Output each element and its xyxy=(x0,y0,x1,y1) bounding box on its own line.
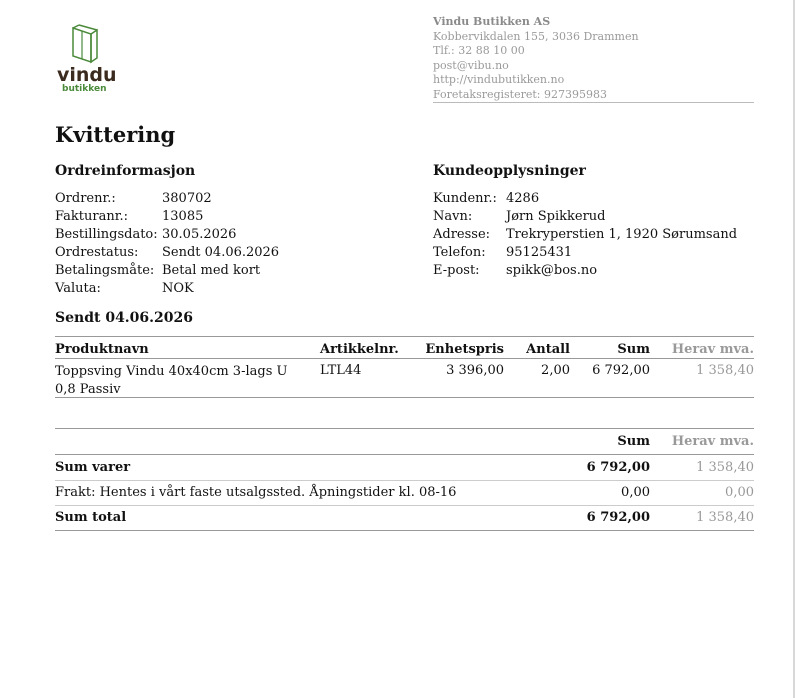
order-key: Valuta: xyxy=(55,281,101,296)
order-value: Sendt 04.06.2026 xyxy=(162,245,280,260)
order-row xyxy=(55,280,279,298)
totals-label: Sum total xyxy=(55,510,127,525)
page-title: Kvittering xyxy=(55,122,176,147)
logo-word: vindu xyxy=(57,64,117,86)
order-value: 30.05.2026 xyxy=(162,227,237,242)
customer-key: Telefon: xyxy=(433,245,486,260)
col-sku: Artikkelnr. xyxy=(320,342,399,357)
shipment-heading: Sendt 04.06.2026 xyxy=(55,310,194,326)
table-bottom-line xyxy=(55,397,754,398)
customer-value: Trekryperstien 1, 1920 Sørumsand xyxy=(506,227,738,242)
customer-value: spikk@bos.no xyxy=(506,263,598,278)
customer-value: 95125431 xyxy=(506,245,573,260)
customer-row xyxy=(433,208,737,226)
customer-key: Adresse: xyxy=(433,227,491,242)
company-logo xyxy=(57,24,117,96)
order-heading: Ordreinformasjon xyxy=(55,163,196,179)
totals-header-line xyxy=(55,454,754,455)
customer-key: Navn: xyxy=(433,209,473,224)
totals-row-line xyxy=(55,480,754,481)
totals-sum: 6 792,00 xyxy=(586,460,650,475)
customer-value: 4286 xyxy=(506,191,540,206)
order-key: Ordrenr.: xyxy=(55,191,116,206)
totals-vat: 0,00 xyxy=(725,485,754,500)
item-unit-price: 3 396,00 xyxy=(446,363,504,378)
totals-bottom-line xyxy=(55,530,754,531)
customer-heading: Kundeopplysninger xyxy=(433,163,586,179)
customer-info xyxy=(433,190,737,280)
order-key: Bestillingsdato: xyxy=(55,227,158,242)
item-qty: 2,00 xyxy=(541,363,570,378)
table-top-line xyxy=(55,336,754,337)
company-org: Foretaksregisteret: 927395983 xyxy=(433,87,607,101)
customer-row xyxy=(433,262,737,280)
logo-sub: butikken xyxy=(62,84,107,94)
company-address: Kobbervikdalen 155, 3036 Drammen xyxy=(433,29,639,43)
totals-sum: 0,00 xyxy=(621,485,650,500)
item-sku: LTL44 xyxy=(320,363,362,378)
customer-row xyxy=(433,190,737,208)
company-web[interactable]: http://vindubutikken.no xyxy=(433,73,565,87)
header-line xyxy=(55,358,754,359)
totals-label: Frakt: Hentes i vårt faste utsalgssted. Åpningstider kl. 08-16 xyxy=(55,485,457,500)
customer-row xyxy=(433,244,737,262)
item-name: Toppsving Vindu 40x40cm 3-lags U 0,8 Passiv xyxy=(55,364,288,397)
order-value: 13085 xyxy=(162,209,204,224)
order-value: Betal med kort xyxy=(162,263,261,278)
order-row xyxy=(55,262,279,280)
customer-row xyxy=(433,226,737,244)
totals-top-line xyxy=(55,428,754,429)
order-value: 380702 xyxy=(162,191,212,206)
order-key: Betalingsmåte: xyxy=(55,263,155,278)
customer-key: Kundenr.: xyxy=(433,191,497,206)
company-phone: Tlf.: 32 88 10 00 xyxy=(433,44,525,58)
order-row xyxy=(55,226,279,244)
col-qty: Antall xyxy=(526,342,570,357)
item-vat: 1 358,40 xyxy=(696,363,754,378)
customer-key: E-post: xyxy=(433,263,480,278)
totals-vat: 1 358,40 xyxy=(696,460,754,475)
totals-col-vat: Herav mva. xyxy=(671,434,754,449)
order-row xyxy=(55,244,279,262)
order-info xyxy=(55,190,279,298)
header-divider xyxy=(433,102,754,103)
totals-vat: 1 358,40 xyxy=(696,510,754,525)
order-key: Fakturanr.: xyxy=(55,209,128,224)
totals-col-sum: Sum xyxy=(617,434,650,449)
customer-value: Jørn Spikkerud xyxy=(506,209,606,224)
col-sum: Sum xyxy=(617,342,650,357)
order-value: NOK xyxy=(162,281,194,296)
window-logo-icon xyxy=(67,24,107,64)
order-row xyxy=(55,208,279,226)
company-info xyxy=(433,15,639,103)
totals-label: Sum varer xyxy=(55,460,131,475)
item-sum: 6 792,00 xyxy=(592,363,650,378)
col-unit-price: Enhetspris xyxy=(425,342,504,357)
totals-sum: 6 792,00 xyxy=(586,510,650,525)
order-row xyxy=(55,190,279,208)
col-product: Produktnavn xyxy=(55,342,149,357)
totals-row-line xyxy=(55,505,754,506)
company-name: Vindu Butikken AS xyxy=(433,15,551,28)
col-vat: Herav mva. xyxy=(671,342,754,357)
order-key: Ordrestatus: xyxy=(55,245,139,260)
company-email[interactable]: post@vibu.no xyxy=(433,58,509,72)
